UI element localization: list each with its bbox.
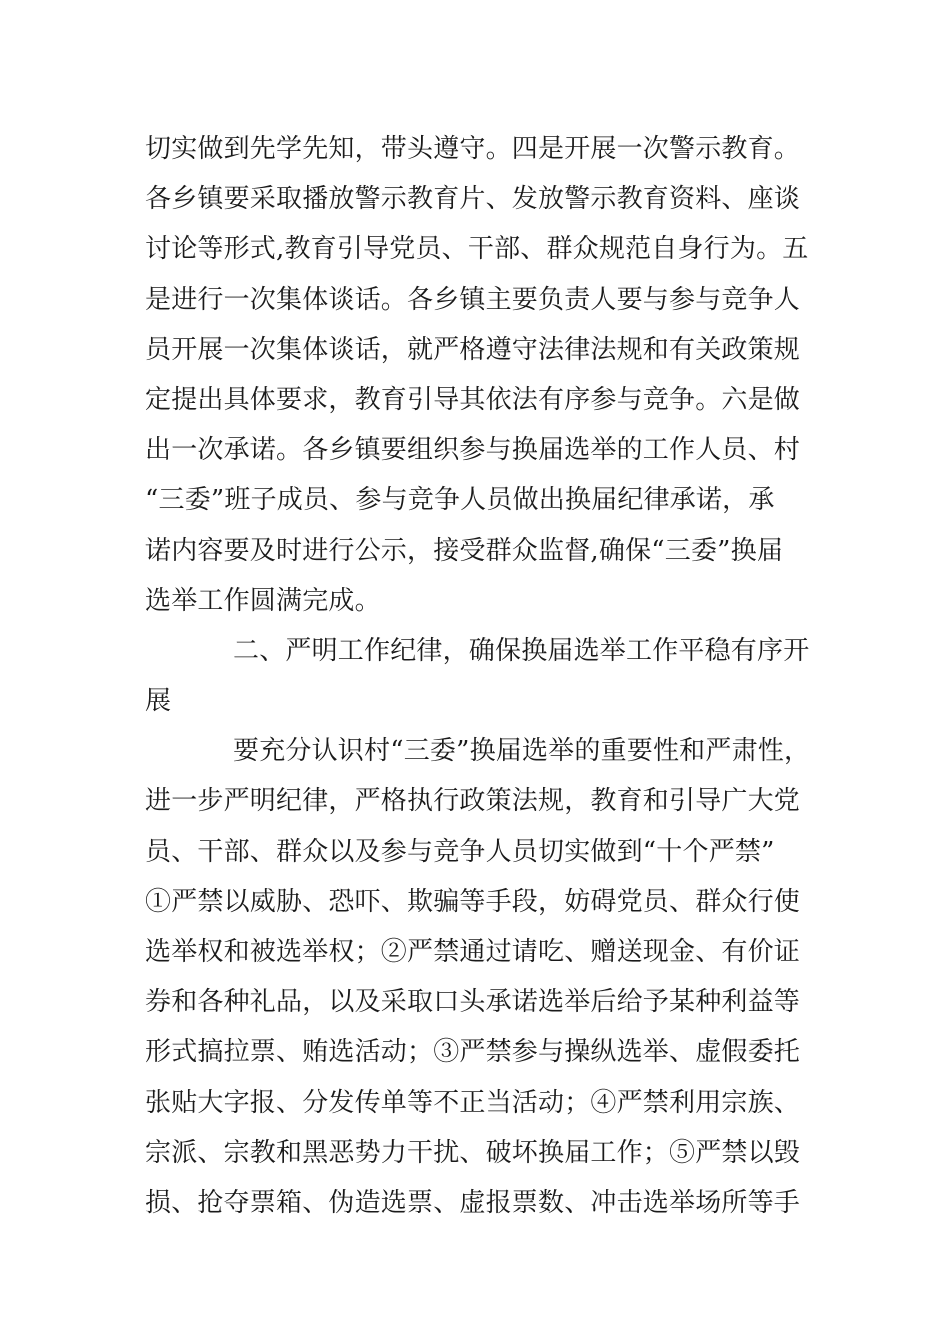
text-line: 出一次承诺。各乡镇要组织参与换届选举的工作人员、村	[145, 435, 801, 466]
section-heading: 二、严明工作纪律，确保换届选举工作平稳有序开	[233, 635, 810, 666]
text-line: 切实做到先学先知，带头遵守。四是开展一次警示教育。	[145, 134, 801, 164]
text-line: 员、干部、群众以及参与竞争人员切实做到“十个严禁”	[145, 836, 775, 867]
text-line: 宗派、宗教和黑恶势力干扰、破坏换届工作；⑤严禁以毁	[145, 1137, 801, 1168]
text-line: 各乡镇要采取播放警示教育片、发放警示教育资料、座谈	[145, 184, 801, 215]
text-line: 选举权和被选举权；②严禁通过请吃、赠送现金、有价证	[145, 937, 801, 967]
paragraph-start: 要充分认识村“三委”换届选举的重要性和严肃性，	[233, 736, 811, 767]
text-line: ①严禁以威胁、恐吓、欺骗等手段，妨碍党员、群众行使	[145, 886, 801, 917]
section-heading-continued: 展	[145, 686, 172, 717]
text-line: 选举工作圆满完成。	[145, 585, 381, 616]
body-text	[145, 124, 815, 1228]
text-line: 损、抢夺票箱、伪造选票、虚报票数、冲击选举场所等手	[145, 1187, 801, 1218]
text-line: 张贴大字报、分发传单等不正当活动；④严禁利用宗族、	[145, 1087, 801, 1118]
text-line: 定提出具体要求，教育引导其依法有序参与竞争。六是做	[145, 384, 801, 415]
text-line: 诺内容要及时进行公示，接受群众监督,确保“三委”换届	[145, 535, 784, 566]
text-line: 进一步严明纪律，严格执行政策法规，教育和引导广大党	[145, 786, 801, 817]
text-line: 是进行一次集体谈话。各乡镇主要负责人要与参与竞争人	[145, 284, 801, 315]
text-line: “三委”班子成员、参与竞争人员做出换届纪律承诺，承	[145, 485, 775, 516]
text-line: 形式搞拉票、贿选活动；③严禁参与操纵选举、虚假委托	[145, 1037, 801, 1068]
text-line: 员开展一次集体谈话，就严格遵守法律法规和有关政策规	[145, 334, 801, 365]
text-line: 券和各种礼品，以及采取口头承诺选举后给予某种利益等	[145, 987, 801, 1018]
text-line: 讨论等形式,教育引导党员、干部、群众规范自身行为。五	[145, 234, 809, 265]
